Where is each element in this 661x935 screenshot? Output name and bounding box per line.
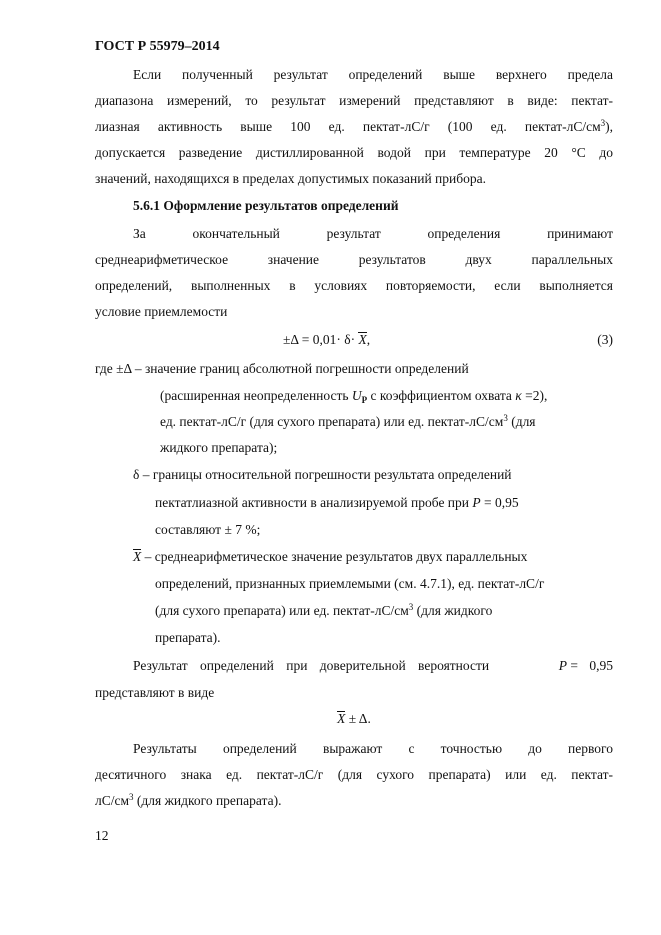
formula-text: = 0,01·	[301, 332, 341, 347]
text-span: ед. пектат-лС/г (для сухого препарата) или ед. пектат-лС/см	[160, 414, 504, 429]
text-span: =2),	[525, 388, 548, 403]
paragraph-line: диапазона измерений, то результат измерений представляют в виде: пектат-	[95, 93, 613, 108]
text-span: с коэффициентом охвата	[370, 388, 512, 403]
definition-line: препарата).	[155, 630, 221, 645]
text-span: ),	[605, 119, 613, 134]
definition-text: – границы относительной погрешности результата определений	[142, 467, 512, 482]
definition-text: – значение границ абсолютной погрешности определений	[134, 361, 469, 376]
paragraph-line: условие приемлемости	[95, 304, 228, 319]
word: За	[133, 226, 146, 241]
paragraph-line	[95, 792, 613, 810]
formula-3	[283, 331, 483, 349]
text-span: (для жидкого	[416, 603, 493, 618]
formula-symbol: U	[351, 388, 362, 403]
definition-symbol: ±Δ	[116, 361, 132, 376]
text-span: (для сухого препарата) или ед. пектат-лС/см	[155, 603, 409, 618]
paragraph-line: Результаты определений выражают с точностью до первого	[133, 741, 613, 756]
definition-line	[133, 548, 613, 566]
paragraph-line	[133, 657, 613, 675]
paragraph-line: среднеарифметическое значение результатов двух параллельных	[95, 252, 613, 267]
word: результат	[326, 226, 381, 241]
formula-symbol: ±Δ	[283, 332, 299, 347]
word: определения	[427, 226, 501, 241]
text-span: (для жидкого препарата).	[136, 793, 282, 808]
section-heading: 5.6.1 Оформление результатов определений	[133, 198, 399, 213]
text-span: (для	[511, 414, 536, 429]
result-formula	[95, 710, 613, 728]
text-span: лиазная активность выше 100 ед. пектат-лС/г (100 ед. пектат-лС/см	[95, 119, 601, 134]
text-span: лС/см	[95, 793, 130, 808]
definition-line: жидкого препарата);	[160, 440, 278, 455]
formula-symbol: κ	[515, 388, 522, 403]
text-span: = 0,95	[570, 658, 613, 673]
definition-line: определений, признанных приемлемыми (см. 4.7.1), ед. пектат-лС/г	[155, 576, 545, 591]
definition-line	[155, 494, 613, 512]
equation-number: (3)	[597, 332, 613, 347]
subscript: P	[361, 395, 368, 405]
definition-line	[133, 466, 613, 484]
document-code-header: ГОСТ Р 55979–2014	[95, 39, 220, 54]
where-word: где	[95, 361, 113, 376]
text-span: пектатлиазной активности в анализируемой пробе при	[155, 495, 470, 510]
word: принимают	[547, 226, 613, 241]
formula-symbol: δ	[344, 332, 351, 347]
definition-line	[160, 387, 613, 405]
paragraph-line: Если полученный результат определений выше верхнего предела	[133, 67, 613, 82]
xbar-symbol: X	[358, 332, 367, 347]
paragraph-line: допускается разведение дистиллированной водой при температуре 20 °С до	[95, 145, 613, 160]
formula-text: ·	[350, 332, 356, 347]
text-span: (расширенная неопределенность	[160, 388, 349, 403]
definition-line	[160, 413, 613, 431]
text-span: Результат определений при доверительной вероятности	[133, 658, 490, 673]
superscript: 3	[129, 792, 134, 802]
probability-value	[559, 657, 613, 675]
superscript: 3	[600, 118, 606, 128]
formula-symbol: P	[472, 495, 481, 510]
paragraph-line	[133, 225, 613, 243]
paragraph-line: определений, выполненных в условиях повторяемости, если выполняется	[95, 278, 613, 293]
text-span: = 0,95	[484, 495, 519, 510]
word: окончательный	[192, 226, 280, 241]
definition-symbol: δ	[133, 467, 140, 482]
definition-line: составляют ± 7 %;	[155, 522, 261, 537]
superscript: 3	[408, 602, 414, 612]
paragraph-line: представляют в виде	[95, 685, 215, 700]
superscript: 3	[503, 413, 508, 423]
formula-text: ± Δ	[348, 711, 368, 726]
definition-text: – среднеарифметическое значение результатов двух параллельных	[144, 549, 528, 564]
xbar-symbol: X	[133, 549, 142, 564]
formula-text: .	[367, 711, 371, 726]
xbar-symbol: X	[337, 711, 346, 726]
formula-symbol: P	[558, 658, 567, 673]
formula-text: ,	[366, 332, 371, 347]
definition-line	[95, 360, 613, 378]
page-number: 12	[95, 828, 109, 843]
definition-line	[155, 602, 613, 620]
paragraph-line: десятичного знака ед. пектат-лС/г (для сухого препарата) или ед. пектат-	[95, 767, 613, 782]
paragraph-line: значений, находящихся в пределах допустимых показаний прибора.	[95, 171, 486, 186]
paragraph-line	[95, 118, 613, 136]
